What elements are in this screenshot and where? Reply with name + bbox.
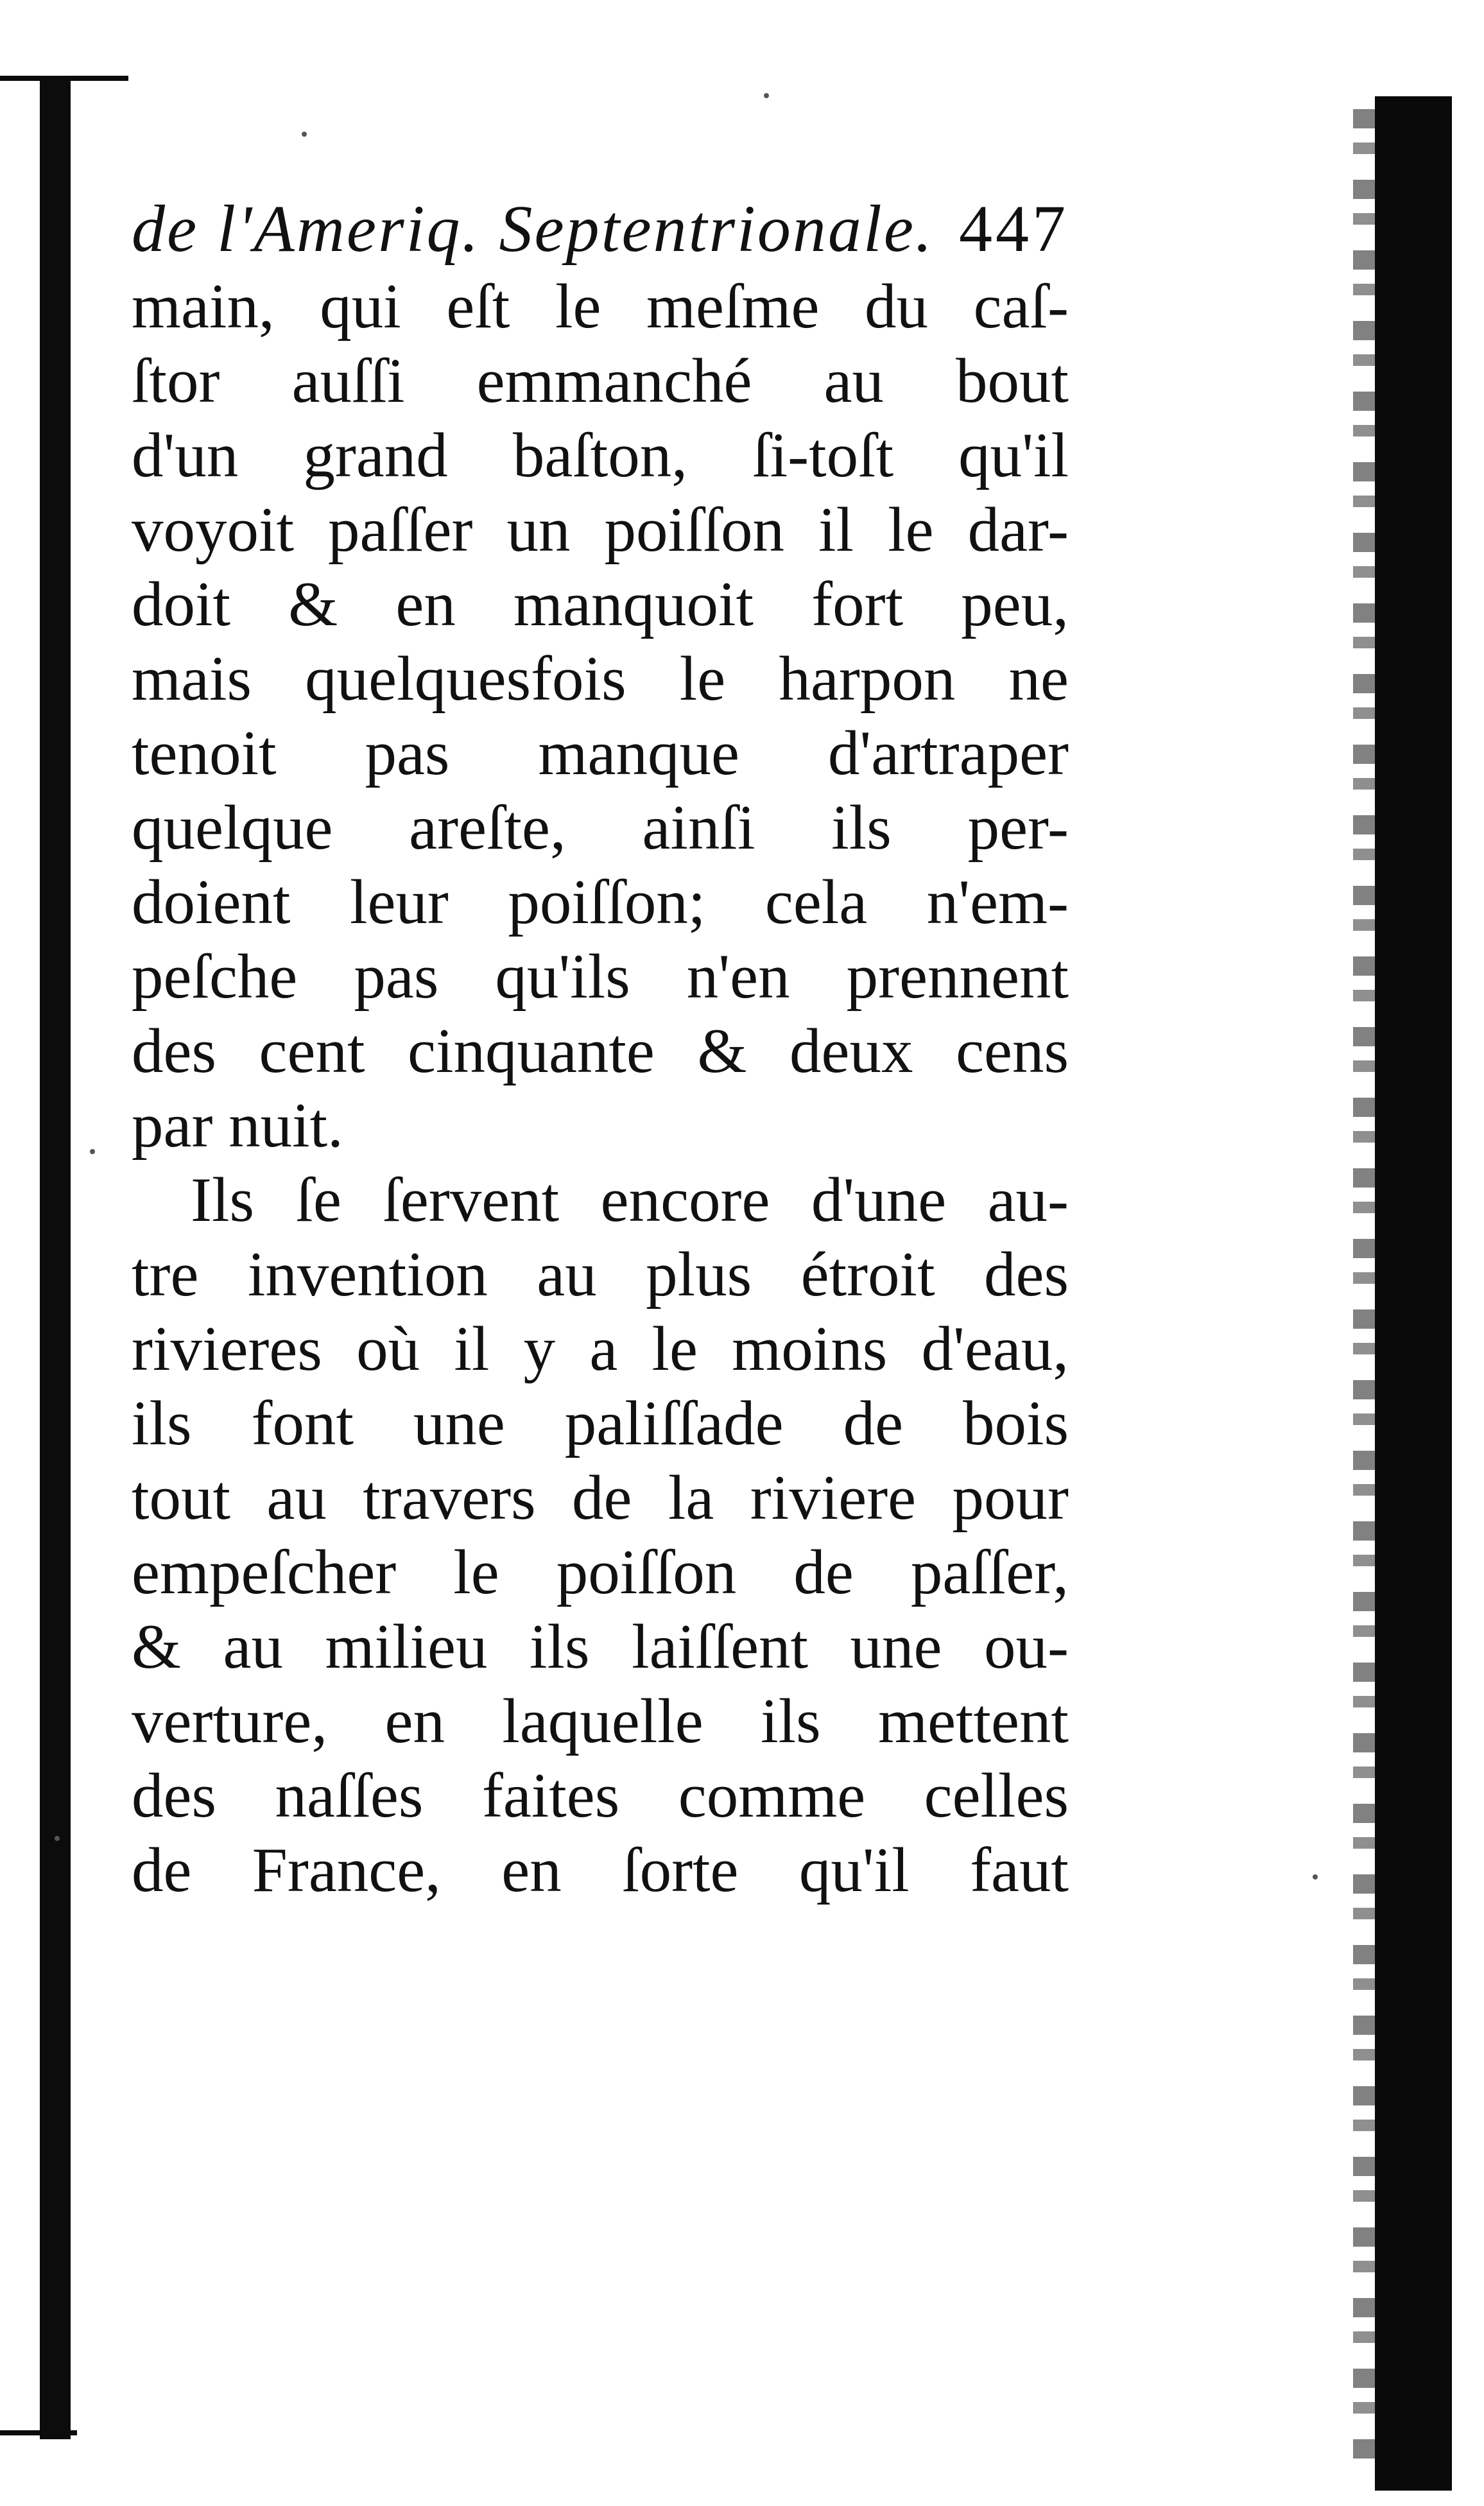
text-line: tout au travers de la riviere pour (132, 1463, 1069, 1533)
text-line: & au milieu ils laiſſent une ou- (132, 1612, 1069, 1682)
paragraph-1 (132, 270, 1069, 1163)
scan-speck (302, 132, 307, 137)
text-line: tre invention au plus étroit des (132, 1240, 1069, 1309)
text-line: par nuit. (132, 1091, 343, 1161)
text-line: mais quelquesfois le harpon ne (132, 644, 1069, 714)
right-scan-edge (1375, 96, 1452, 2491)
text-line: voyoit paſſer un poiſſon il le dar- (132, 495, 1069, 565)
text-line: main, qui eſt le meſme du caſ- (132, 272, 1069, 341)
left-margin-rule-bottom (0, 2430, 77, 2435)
paragraph-2 (132, 1163, 1069, 1908)
left-margin-rule (40, 77, 71, 2439)
text-line: ils font une paliſſade de bois (132, 1388, 1069, 1458)
scan-speck (764, 93, 769, 98)
scan-speck (1313, 1874, 1318, 1879)
scan-speck (90, 1149, 95, 1154)
text-line: rivieres où il y a le moins d'eau, (132, 1314, 1069, 1384)
scan-speck (55, 1836, 60, 1841)
text-line: d'un grand baſton, ſi-toſt qu'il (132, 420, 1069, 490)
text-line: empeſcher le poiſſon de paſſer, (132, 1537, 1069, 1607)
text-line: doit & en manquoit fort peu, (132, 569, 1069, 639)
text-line: quelque areſte, ainſi ils per- (132, 793, 1069, 863)
right-scan-edge-noise (1353, 109, 1375, 2471)
text-line: Ils ſe ſervent encore d'une au- (191, 1165, 1069, 1235)
running-head (132, 193, 1069, 270)
page-number: 447 (959, 192, 1069, 266)
text-line: peſche pas qu'ils n'en prennent (132, 942, 1069, 1012)
text-line: de France, en ſorte qu'il faut (132, 1835, 1069, 1905)
text-line: des cent cinquante & deux cens (132, 1016, 1069, 1086)
text-line: verture, en laquelle ils mettent (132, 1686, 1069, 1756)
book-page (132, 193, 1069, 1908)
text-line: ſtor auſſi emmanché au bout (132, 346, 1069, 416)
running-head-title: de l'Ameriq. Septentrionale. (132, 192, 934, 266)
body-text (132, 270, 1069, 1908)
text-line: doient leur poiſſon; cela n'em- (132, 867, 1069, 937)
text-line: tenoit pas manque d'artraper (132, 718, 1069, 788)
text-line: des naſſes faites comme celles (132, 1761, 1069, 1831)
